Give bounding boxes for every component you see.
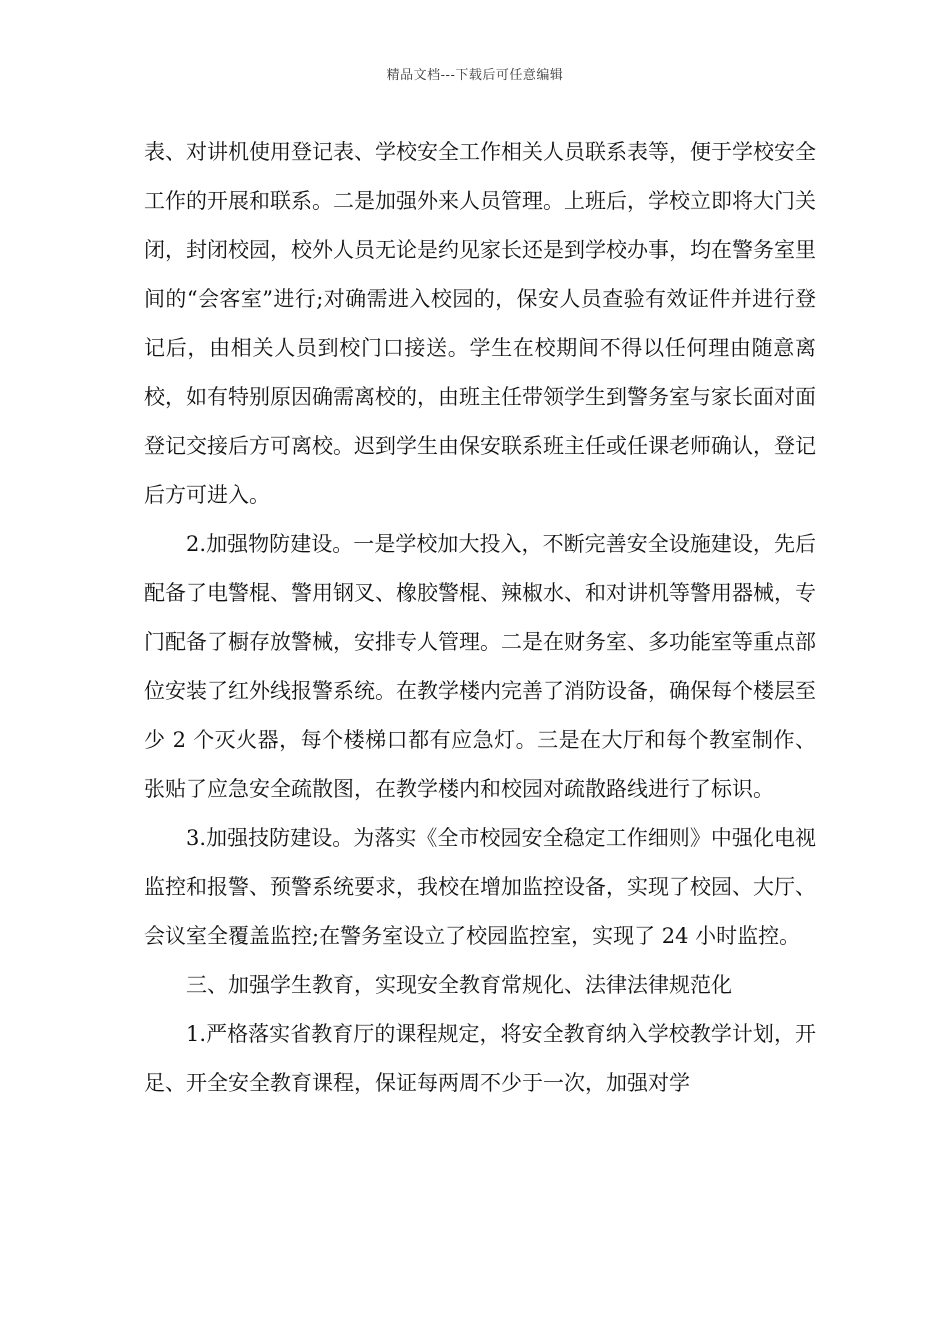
section-heading-student-education: 三、加强学生教育，实现安全教育常规化、法律法律规范化 bbox=[186, 973, 732, 997]
paragraph-safety-curriculum: 1.严格落实省教育厅的课程规定，将安全教育纳入学校教学计划，开足、开全安全教育课程，保证每两周不少于一次，加强对学 bbox=[144, 1022, 816, 1095]
paragraph-visitor-management: 表、对讲机使用登记表、学校安全工作相关人员联系表等，便于学校安全工作的开展和联系。二是加强外来人员管理。上班后，学校立即将大门关闭，封闭校园，校外人员无论是约见家长还是到学校办事，均在警务室里间的“会客室”进行;对确需进入校园的，保安人员查验有效证件并进行登记后，由相关人员到校门口接送。学生在校期间不得以任何理由随意离校，如有特别原因确需离校的，由班主任带领学生到警务室与家长面对面登记交接后方可离校。迟到学生由保安联系班主任或任课老师确认，登记后方可进入。 bbox=[144, 140, 816, 507]
page-header: 精品文档---下载后可任意编辑 bbox=[386, 68, 564, 83]
paragraph-technical-defense: 3.加强技防建设。为落实《全市校园安全稳定工作细则》中强化电视监控和报警、预警系统要求，我校在增加监控设备，实现了校园、大厅、会议室全覆盖监控;在警务室设立了校园监控室，实现了 24 小时监控。 bbox=[144, 826, 816, 948]
paragraph-physical-defense: 2.加强物防建设。一是学校加大投入，不断完善安全设施建设，先后配备了电警棍、警用钢叉、橡胶警棍、辣椒水、和对讲机等警用器械，专门配备了橱存放警械，安排专人管理。二是在财务室、多功能室等重点部位安装了红外线报警系统。在教学楼内完善了消防设备，确保每个楼层至少 2 个灭火器，每个楼梯口都有应急灯。三是在大厅和每个教室制作、张贴了应急安全疏散图，在教学楼内和校园对疏散路线进行了标识。 bbox=[144, 532, 816, 801]
document-body bbox=[144, 128, 816, 1108]
